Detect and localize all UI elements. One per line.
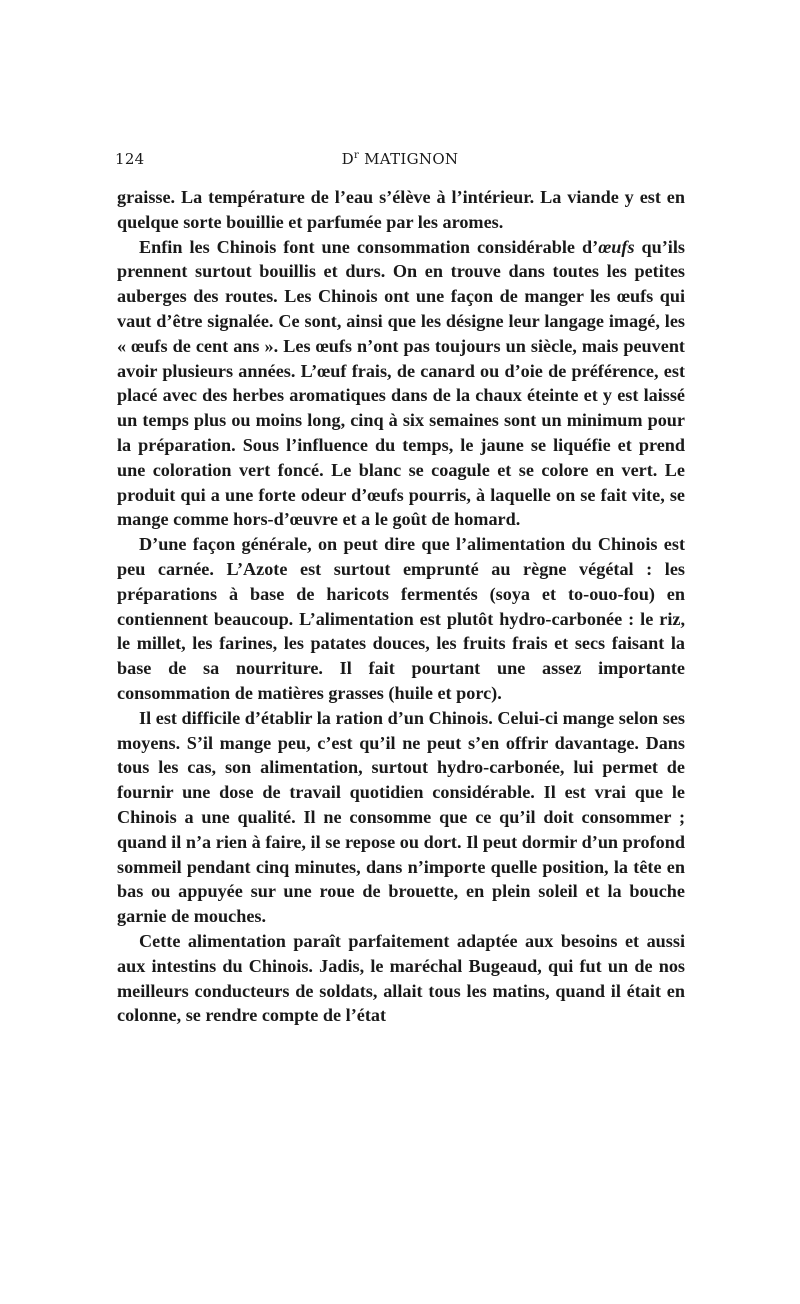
paragraph-4: [117, 706, 685, 929]
running-header: [115, 150, 685, 174]
paragraph-2-text-start: Enfin les Chinois font une consommation considérable d’: [139, 236, 599, 257]
paragraph-2-italic-word: œufs: [598, 236, 635, 257]
page-number: 124: [115, 150, 145, 168]
author-name: MATIGNON: [364, 150, 459, 168]
paragraph-4-text: Il est difficile d’établir la ration d’un Chinois. Celui-ci mange selon ses moyens. S’il mange peu, c’est qu’il ne peut s’en offrir davantage. Dans tous les cas, son alimentation, surtout hydro-carbonée, lui permet de fournir une dose de travail quotidien considérable. Il est vrai que le Chinois a une qualité. Il ne consomme que ce qu’il doit consommer ; quand il n’a rien à faire, il se repose ou dort. Il peut dormir d’un profond sommeil pendant cinq minutes, dans n’importe quelle position, la tête en bas ou appuyée sur une roue de brouette, en plein soleil et la bouche garnie de mouches.: [117, 707, 685, 927]
paragraph-1: [117, 185, 685, 235]
paragraph-2-text-end: qu’ils prennent surtout bouillis et durs. On en trouve dans toutes les petites auberges des routes. Les Chinois ont une façon de manger les œufs qui vaut d’être signalée. Ce sont, ainsi que les désigne leur langage imagé, les « œufs de cent ans ». Les œufs n’ont pas toujours un siècle, mais peuvent avoir plusieurs années. L’œuf frais, de canard ou d’oie de préférence, est placé avec des herbes aromatiques dans de la chaux éteinte et y est laissé un temps plus ou moins long, cinq à six semaines sont un minimum pour la préparation. Sous l’influence du temps, le jaune se liquéfie et prend une coloration vert foncé. Le blanc se coagule et se colore en vert. Le produit qui a une forte odeur d’œufs pourris, à laquelle on se fait vite, se mange comme hors-d’œuvre et a le goût de homard.: [117, 236, 685, 530]
author-prefix: D: [341, 150, 354, 168]
paragraph-5-text: Cette alimentation paraît parfaitement adaptée aux besoins et aussi aux intestins du Chinois. Jadis, le maréchal Bugeaud, qui fut un de nos meilleurs conducteurs de soldats, allait tous les matins, quand il était en colonne, se rendre compte de l’état: [117, 930, 685, 1026]
paragraph-3: [117, 532, 685, 706]
paragraph-5: [117, 929, 685, 1028]
running-title: [115, 150, 685, 168]
author-prefix-superscript: r: [353, 150, 360, 161]
paragraph-2: [117, 235, 685, 533]
paragraph-3-text: D’une façon générale, on peut dire que l’alimentation du Chinois est peu carnée. L’Azote est surtout emprunté au règne végétal : les préparations à base de haricots fermentés (soya et to-ouo-fou) en contiennent beaucoup. L’alimentation est plutôt hydro-carbonée : le riz, le millet, les farines, les patates douces, les fruits frais et secs faisant la base de sa nourriture. Il fait pourtant une assez importante consommation de matières grasses (huile et porc).: [117, 534, 685, 703]
body-text: [117, 185, 685, 1028]
paragraph-1-text: graisse. La température de l’eau s’élève à l’intérieur. La viande y est en quelque sorte bouillie et parfumée par les aromes.: [117, 187, 685, 232]
